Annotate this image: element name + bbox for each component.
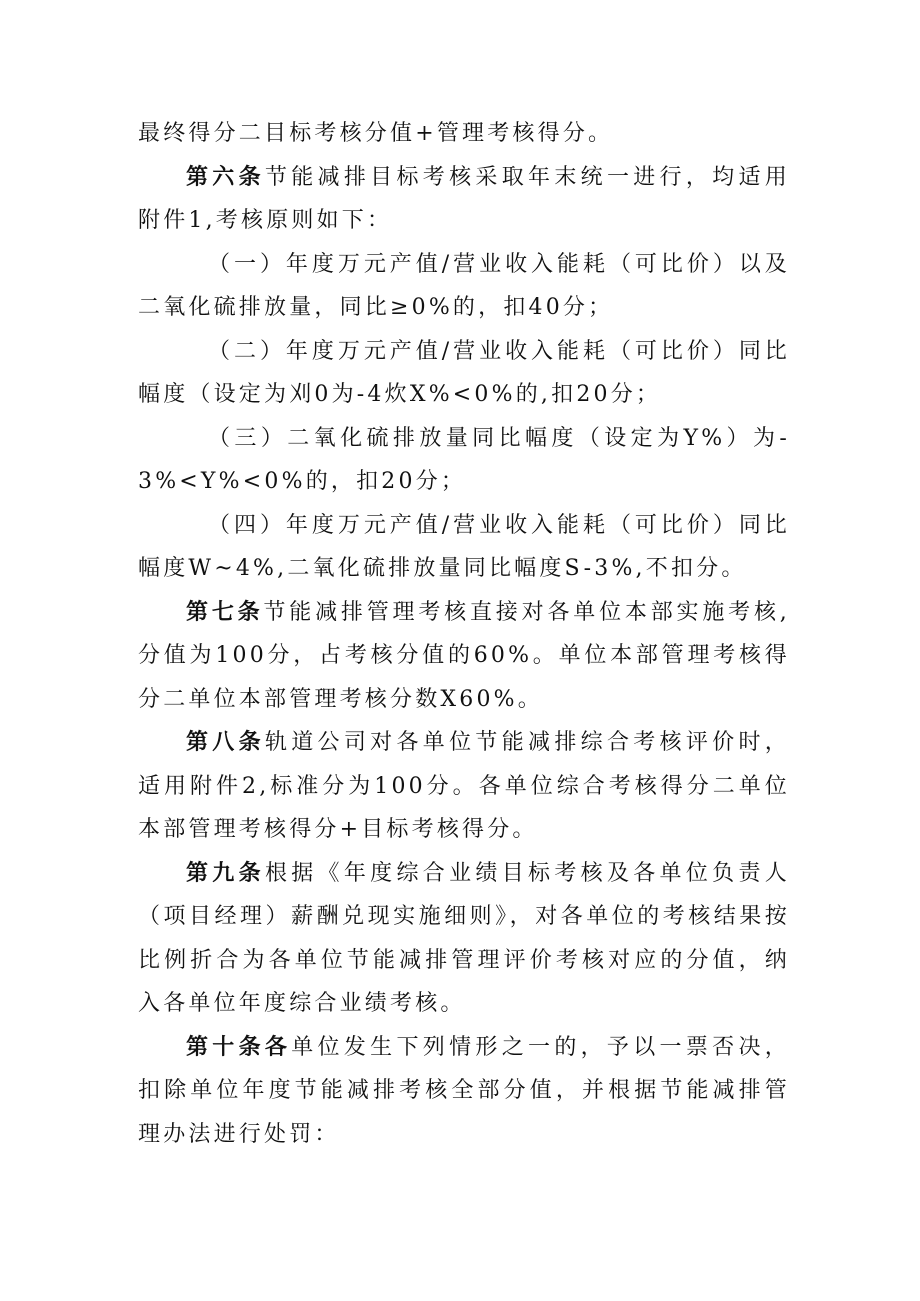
article-text: 单位发生下列情形之一的，予以一票否决，扣除单位年度节能减排考核全部分值，并根据节能减排管理办法进行处罚： — [138, 1034, 790, 1147]
clause-text: （三）二氧化硫排放量同比幅度（设定为Y%）为-3%<Y%<0%的，扣20分； — [138, 425, 790, 494]
article-text: 轨道公司对各单位节能减排综合考核评价时，适用附件2,标准分为100分。各单位综合考核得分二单位本部管理考核得分+目标考核得分。 — [138, 730, 790, 842]
article-label: 第七条 — [186, 598, 264, 625]
paragraph-continuation — [138, 112, 790, 156]
article-label: 第八条 — [186, 729, 265, 755]
clause-1 — [138, 243, 790, 330]
clause-4 — [138, 504, 790, 591]
article-8 — [138, 721, 790, 852]
article-label: 第九条 — [186, 859, 265, 886]
clause-text: （一）年度万元产值/营业收入能耗（可比价）以及二氧化硫排放量，同比≥0%的，扣40分； — [138, 251, 790, 320]
clause-2 — [138, 330, 790, 417]
article-9 — [138, 852, 790, 1026]
article-6 — [138, 156, 790, 243]
paragraph-text: 最终得分二目标考核分值+管理考核得分。 — [138, 121, 614, 146]
article-text: 节能减排管理考核直接对各单位本部实施考核,分值为100分，占考核分值的60%。单位本部管理考核得分二单位本部管理考核分数X60%。 — [138, 599, 790, 712]
article-label: 第十条各 — [186, 1033, 292, 1060]
article-10 — [138, 1026, 790, 1157]
article-label: 第六条 — [186, 163, 265, 190]
clause-3 — [138, 417, 790, 504]
clause-text: （四）年度万元产值/营业收入能耗（可比价）同比幅度W~4%,二氧化硫排放量同比幅度S-3%,不扣分。 — [138, 512, 790, 581]
article-text: 根据《年度综合业绩目标考核及各单位负责人（项目经理）薪酬兑现实施细则》，对各单位的考核结果按比例折合为各单位节能减排管理评价考核对应的分值，纳入各单位年度综合业绩考核。 — [138, 860, 790, 1016]
article-text: 节能减排目标考核采取年末统一进行，均适用附件1,考核原则如下： — [138, 164, 790, 233]
clause-text: （二）年度万元产值/营业收入能耗（可比价）同比幅度（设定为刈0为-4炊X%<0%的,扣20分； — [138, 338, 790, 407]
document-body — [138, 112, 790, 1156]
article-7 — [138, 591, 790, 722]
